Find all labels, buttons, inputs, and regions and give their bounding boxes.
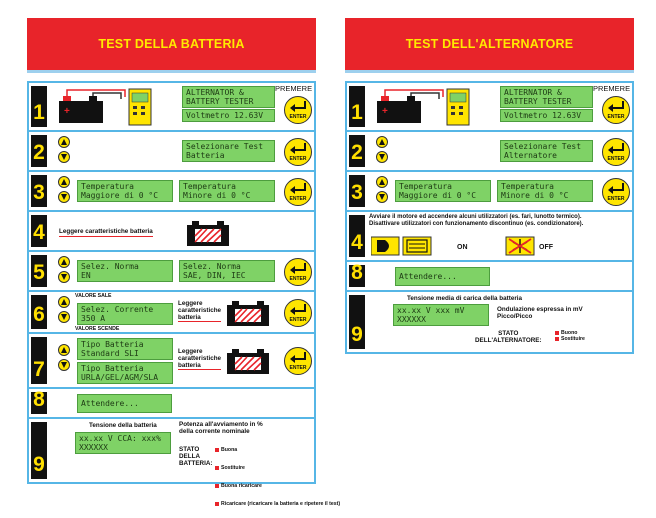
enter-label: ENTER xyxy=(289,196,307,202)
battery-label-icon xyxy=(225,298,271,328)
lcd-waiting: Attendere... xyxy=(77,394,172,413)
up-down-buttons xyxy=(376,136,388,166)
enter-button[interactable] xyxy=(602,96,630,124)
step-number: 8 xyxy=(31,392,47,414)
alternator-state-legend xyxy=(555,330,585,342)
up-down-buttons xyxy=(58,344,70,374)
read-battery-specs-note: Leggere caratteristiche batteria xyxy=(178,348,222,369)
up-down-buttons xyxy=(58,176,70,206)
battery-step-4 xyxy=(29,210,314,250)
enter-label: ENTER xyxy=(607,114,625,120)
battery-step-5 xyxy=(29,250,314,290)
enter-arrow-icon xyxy=(289,101,307,113)
step-number: 9 xyxy=(349,295,365,349)
arrow-down-button[interactable] xyxy=(58,311,70,323)
arrow-up-button[interactable] xyxy=(376,176,388,188)
svg-text:+: + xyxy=(382,106,388,117)
arrow-up-button[interactable] xyxy=(58,296,70,308)
lcd-battery-type-sli: Tipo Batteria Standard SLI xyxy=(77,338,173,360)
enter-button[interactable] xyxy=(602,138,630,166)
battery-step-6 xyxy=(29,290,314,332)
arrow-up-button[interactable] xyxy=(376,136,388,148)
arrow-up-button[interactable] xyxy=(58,256,70,268)
battery-test-title: TEST DELLA BATTERIA xyxy=(27,18,316,73)
step-number: 3 xyxy=(349,175,365,207)
alternator-step-9 xyxy=(347,290,632,352)
lcd-select-test: Selezionare Test Alternatore xyxy=(500,140,593,162)
red-square-icon xyxy=(555,337,559,341)
lcd-temp-below-zero: Temperatura Minore di 0 °C xyxy=(179,180,275,202)
svg-text:+: + xyxy=(64,106,70,117)
premere-label: PREMERE xyxy=(275,84,313,93)
alternator-steps xyxy=(345,81,634,354)
lcd-display-title: ALTERNATOR & BATTERY TESTER xyxy=(500,86,593,108)
enter-arrow-icon xyxy=(607,183,625,195)
battery-step-2 xyxy=(29,130,314,170)
alternator-step-8 xyxy=(347,260,632,290)
enter-label: ENTER xyxy=(289,365,307,371)
premere-label: PREMERE xyxy=(593,84,631,93)
lcd-display-title: ALTERNATOR & BATTERY TESTER xyxy=(182,86,275,108)
step-number: 3 xyxy=(31,175,47,207)
up-down-buttons xyxy=(376,176,388,206)
valore-scende-label: VALORE SCENDE xyxy=(75,326,120,332)
lcd-battery-type-agm: Tipo Batteria URLA/GEL/AGM/SLA xyxy=(77,362,173,384)
enter-arrow-icon xyxy=(289,263,307,275)
arrow-down-button[interactable] xyxy=(376,151,388,163)
enter-button[interactable] xyxy=(284,347,312,375)
red-square-icon xyxy=(555,331,559,335)
alternator-step-4 xyxy=(347,210,632,260)
enter-arrow-icon xyxy=(607,101,625,113)
battery-tester-clamps-icon xyxy=(55,87,173,127)
enter-button[interactable] xyxy=(284,258,312,286)
arrow-down-button[interactable] xyxy=(58,191,70,203)
battery-label-icon xyxy=(225,346,271,376)
alternator-step-1 xyxy=(347,83,632,130)
enter-button[interactable] xyxy=(284,178,312,206)
legend-item: Buona ricaricare xyxy=(215,483,340,489)
battery-step-8 xyxy=(29,387,314,417)
step-number: 4 xyxy=(349,215,365,257)
legend-item: Ricaricare (ricaricare la batteria e ripetere il test) xyxy=(215,501,340,507)
battery-step-3 xyxy=(29,170,314,210)
legend-item: Buona xyxy=(215,447,340,453)
on-label: ON xyxy=(457,244,468,251)
lcd-display-voltmeter: Voltmetro 12.63V xyxy=(182,109,275,122)
headlight-and-defroster-icons xyxy=(371,236,433,256)
alternator-step-2 xyxy=(347,130,632,170)
valore-sale-label: VALORE SALE xyxy=(75,293,112,299)
arrow-down-button[interactable] xyxy=(58,271,70,283)
enter-arrow-icon xyxy=(607,143,625,155)
battery-tester-clamps-icon xyxy=(373,87,491,127)
battery-state-legend xyxy=(215,435,340,518)
up-down-buttons xyxy=(58,136,70,166)
enter-label: ENTER xyxy=(289,317,307,323)
ripple-label: Ondulazione espressa in mV Picco/Picco xyxy=(497,306,583,320)
step-number: 2 xyxy=(349,135,365,167)
lcd-norm-sae: Selez. Norma SAE, DIN, IEC xyxy=(179,260,275,282)
red-square-icon xyxy=(215,502,219,506)
enter-button[interactable] xyxy=(602,178,630,206)
enter-label: ENTER xyxy=(289,114,307,120)
red-square-icon xyxy=(215,448,219,452)
step-number: 5 xyxy=(31,255,47,287)
enter-label: ENTER xyxy=(607,156,625,162)
enter-button[interactable] xyxy=(284,299,312,327)
lcd-temp-below-zero: Temperatura Minore di 0 °C xyxy=(497,180,593,202)
battery-label-icon xyxy=(185,218,231,248)
enter-button[interactable] xyxy=(284,138,312,166)
alternator-state-label: STATO DELL'ALTERNATORE: xyxy=(475,330,542,344)
legend-item: Sostituire xyxy=(215,465,340,471)
step-number: 1 xyxy=(349,86,365,127)
battery-state-label: STATO DELLA BATTERIA: xyxy=(179,446,213,467)
step-number: 4 xyxy=(31,215,47,247)
lcd-select-current: Selez. Corrente 350 A xyxy=(77,303,173,325)
legend-item: Buono xyxy=(555,330,585,336)
red-square-icon xyxy=(215,484,219,488)
average-charging-voltage-label: Tensione media di carica della batteria xyxy=(407,295,523,302)
lcd-battery-result: xx.xx V CCA: xxx% XXXXXX xyxy=(75,432,171,454)
lcd-temp-above-zero: Temperatura Maggiore di 0 °C xyxy=(77,180,173,202)
battery-step-9 xyxy=(29,417,341,507)
alternator-test-title: TEST DELL'ALTERNATORE xyxy=(345,18,634,73)
lcd-alternator-result: xx.xx V xxx mV XXXXXX xyxy=(393,304,489,326)
arrow-down-button[interactable] xyxy=(58,359,70,371)
enter-button[interactable] xyxy=(284,96,312,124)
read-battery-specs: Leggere caratteristiche batteria xyxy=(59,228,153,235)
enter-label: ENTER xyxy=(289,276,307,282)
enter-arrow-icon xyxy=(289,352,307,364)
lcd-select-test: Selezionare Test Batteria xyxy=(182,140,275,162)
arrow-up-button[interactable] xyxy=(58,136,70,148)
lcd-norm-en: Selez. Norma EN xyxy=(77,260,173,282)
lcd-temp-above-zero: Temperatura Maggiore di 0 °C xyxy=(395,180,491,202)
arrow-up-button[interactable] xyxy=(58,176,70,188)
battery-step-7 xyxy=(29,332,314,387)
lcd-display-voltmeter: Voltmetro 12.63V xyxy=(500,109,593,122)
up-down-buttons xyxy=(58,256,70,286)
battery-voltage-label: Tensione della batteria xyxy=(89,422,157,429)
battery-steps xyxy=(27,81,341,507)
alternator-test-panel xyxy=(345,18,634,354)
step-number: 7 xyxy=(31,337,47,384)
battery-step-1 xyxy=(29,83,314,130)
step-number: 9 xyxy=(31,422,47,479)
step-number: 2 xyxy=(31,135,47,167)
up-down-buttons xyxy=(58,296,70,326)
off-label: OFF xyxy=(539,244,553,251)
battery-test-panel xyxy=(27,18,341,507)
start-engine-instructions: Avviare il motore ed accendere alcuni utilizzatori (es. fari, lunotto termico). Disattivare utilizzatori con funzionamento discontinuo (es. condizionatore). xyxy=(369,214,584,227)
arrow-down-button[interactable] xyxy=(58,151,70,163)
step-number: 8 xyxy=(349,265,365,287)
enter-label: ENTER xyxy=(289,156,307,162)
air-conditioner-off-icon xyxy=(505,236,535,256)
step-number: 6 xyxy=(31,295,47,329)
read-battery-specs-note: Leggere caratteristiche batteria xyxy=(178,300,222,321)
cranking-power-label: Potenza all'avviamento in % della corrente nominale xyxy=(179,421,263,435)
enter-label: ENTER xyxy=(607,196,625,202)
step-number: 1 xyxy=(31,86,47,127)
arrow-up-button[interactable] xyxy=(58,344,70,356)
enter-arrow-icon xyxy=(289,304,307,316)
legend-item: Sostituire xyxy=(555,336,585,342)
enter-arrow-icon xyxy=(289,143,307,155)
arrow-down-button[interactable] xyxy=(376,191,388,203)
alternator-step-3 xyxy=(347,170,632,210)
enter-arrow-icon xyxy=(289,183,307,195)
lcd-waiting: Attendere... xyxy=(395,267,490,286)
red-square-icon xyxy=(215,466,219,470)
